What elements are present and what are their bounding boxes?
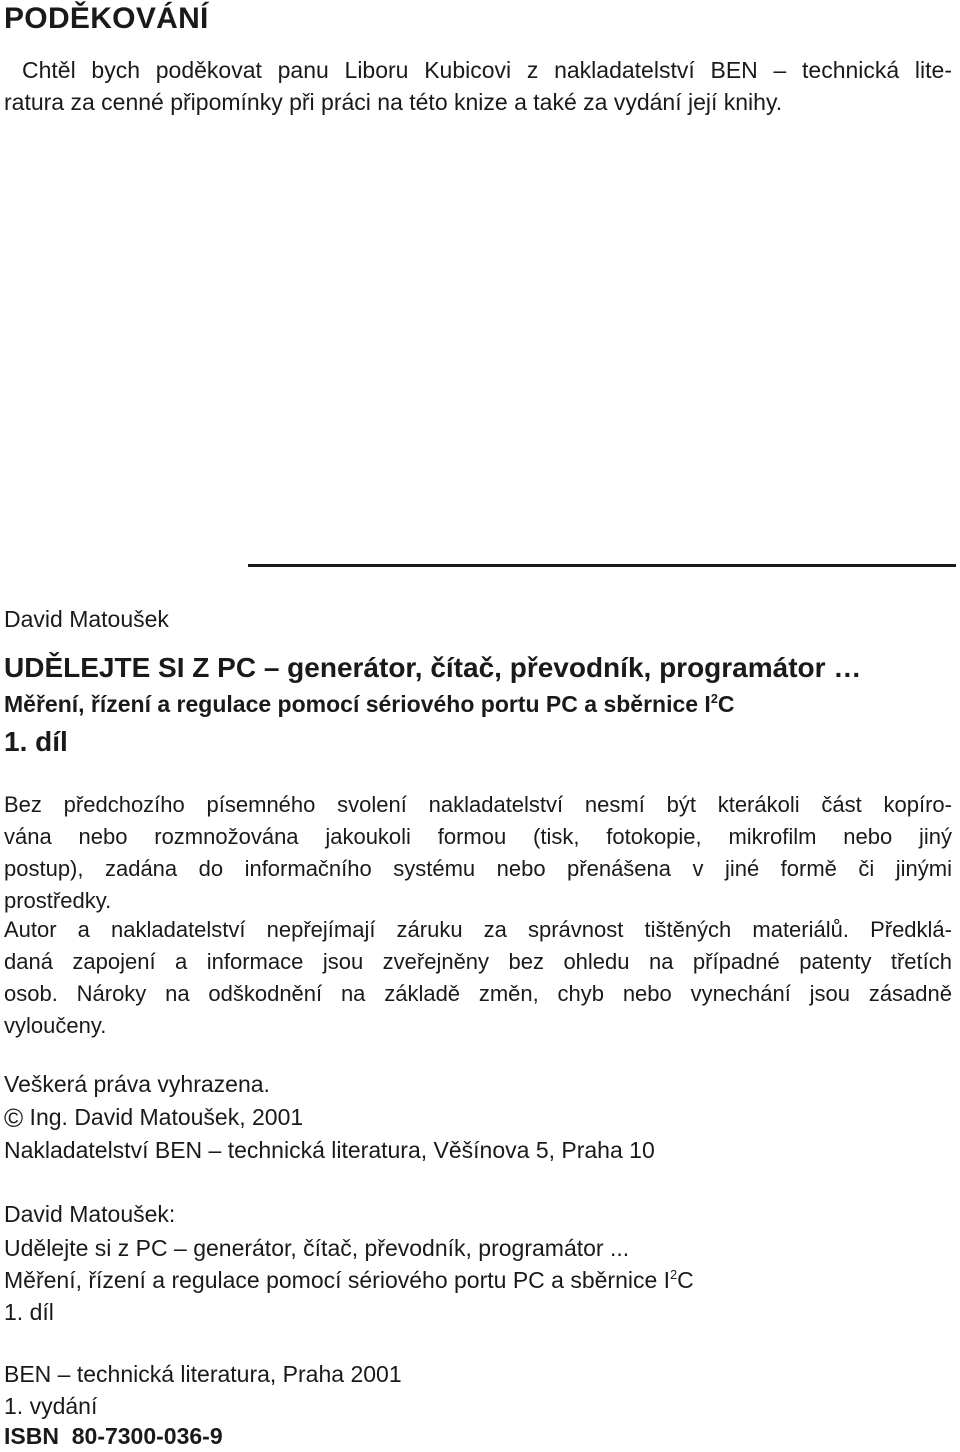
legal-line: vána nebo rozmnožována jakoukoli formou (tisk, fotokopie, mikrofilm nebo jiný	[4, 824, 952, 849]
book-subtitle	[4, 691, 734, 718]
catalog-title: Udělejte si z PC – generátor, čítač, převodník, programátor ...	[4, 1235, 630, 1261]
acknowledgement-paragraph	[4, 54, 952, 118]
book-title: UDĚLEJTE SI Z PC – generátor, čítač, převodník, programátor …	[4, 652, 862, 683]
isbn: ISBN 80-7300-036-9	[4, 1423, 223, 1449]
legal-line: postup), zadána do informačního systému nebo přenášena v jiné formě či jinými	[4, 856, 952, 881]
rights-reserved: Veškerá práva vyhrazena.	[4, 1071, 270, 1097]
legal-line: osob. Nároky na odškodnění na základě změn, chyb nebo vynechání jsou zásadně	[4, 981, 952, 1006]
acknowledgement-line: ratura za cenné připomínky při práci na této knize a také za vydání její knihy.	[4, 89, 783, 115]
catalog-subtitle-end: C	[677, 1267, 694, 1293]
book-part: 1. díl	[4, 726, 68, 757]
book-author: David Matoušek	[4, 606, 169, 632]
catalog-edition: 1. vydání	[4, 1393, 98, 1419]
publisher-address: Nakladatelství BEN – technická literatura, Věšínova 5, Praha 10	[4, 1137, 655, 1163]
catalog-part: 1. díl	[4, 1299, 54, 1325]
subtitle-end: C	[717, 691, 735, 717]
legal-line: daná zapojení a informace jsou zveřejněny bez ohledu na případné patenty třetích	[4, 949, 952, 974]
catalog-subtitle-text: Měření, řízení a regulace pomocí sériového portu PC a sběrnice I	[4, 1267, 671, 1293]
legal-line: Bez předchozího písemného svolení nakladatelství nesmí být kterákoli část kopíro-	[4, 792, 952, 817]
horizontal-divider	[248, 564, 956, 567]
catalog-publisher: BEN – technická literatura, Praha 2001	[4, 1361, 402, 1387]
copyright-line	[4, 1101, 303, 1134]
legal-line: vyloučeny.	[4, 1013, 107, 1038]
legal-paragraph-reproduction	[4, 789, 952, 917]
catalog-subtitle-superscript: 2	[670, 1268, 678, 1283]
legal-line: prostředky.	[4, 888, 112, 913]
legal-line: Autor a nakladatelství nepřejímají záruku za správnost tištěných materiálů. Předklá-	[4, 917, 952, 942]
catalog-author: David Matoušek:	[4, 1201, 176, 1227]
catalog-subtitle	[4, 1264, 694, 1296]
subtitle-superscript: 2	[710, 692, 718, 707]
acknowledgement-line: Chtěl bych poděkovat panu Liboru Kubicovi z nakladatelství BEN – technická lite-	[22, 57, 952, 83]
legal-paragraph-liability	[4, 914, 952, 1042]
subtitle-text: Měření, řízení a regulace pomocí sériového portu PC a sběrnice I	[4, 691, 711, 717]
copyright-text: Ing. David Matoušek, 2001	[23, 1104, 304, 1130]
acknowledgement-heading: PODĚKOVÁNÍ	[4, 2, 209, 35]
copyright-icon: ©	[4, 1103, 24, 1133]
